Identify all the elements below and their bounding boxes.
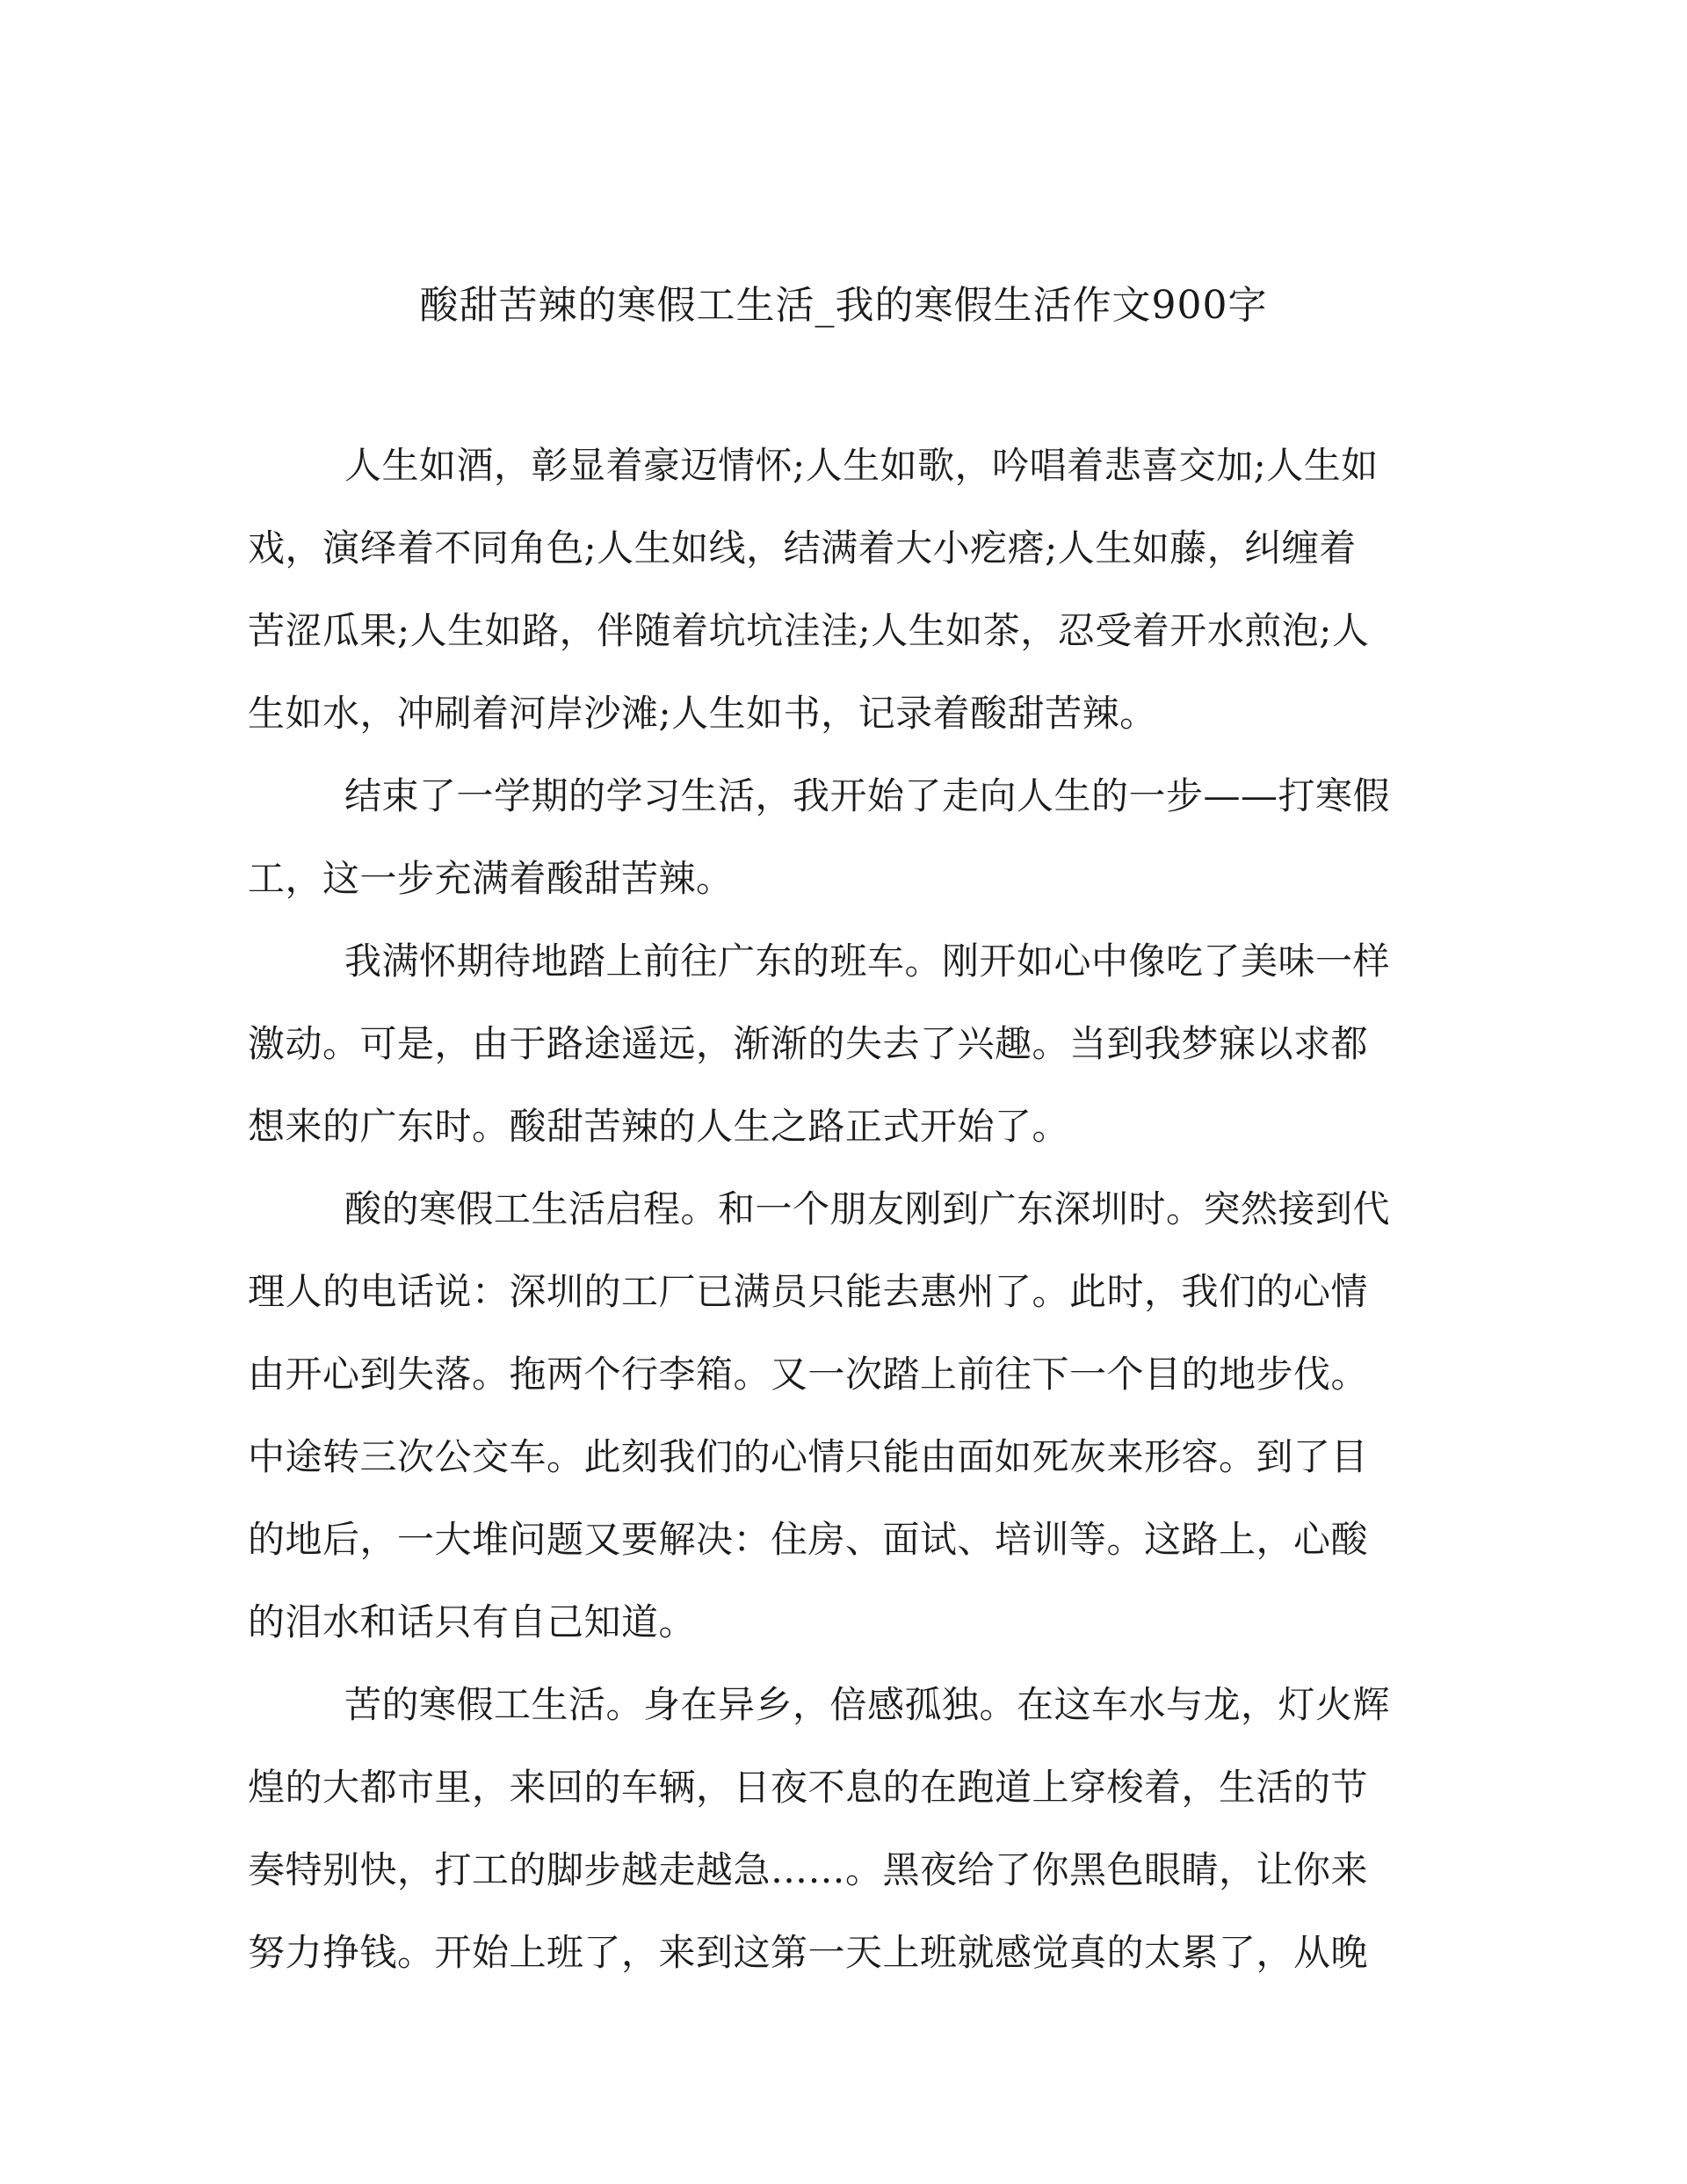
paragraph-line: 我满怀期待地踏上前往广东的班车。刚开如心中像吃了美味一样: [344, 940, 1391, 983]
paragraph-line: 想来的广东时。酸甜苦辣的人生之路正式开始了。: [248, 1105, 1070, 1148]
paragraph-line: 由开心到失落。拖两个行李箱。又一次踏上前往下一个目的地步伐。: [248, 1353, 1369, 1396]
document-title: 酸甜苦辣的寒假工生活_我的寒假生活作文900字: [419, 283, 1268, 328]
paragraph-line: 生如水，冲刷着河岸沙滩;人生如书，记录着酸甜苦辣。: [248, 692, 1157, 735]
paragraph-line: 结束了一学期的学习生活，我开始了走向人生的一步——打寒假: [344, 774, 1391, 817]
paragraph-line: 激动。可是，由于路途遥远，渐渐的失去了兴趣。当到我梦寐以求都: [248, 1022, 1369, 1065]
paragraph-line: 人生如酒，彰显着豪迈情怀;人生如歌，吟唱着悲喜交加;人生如: [344, 444, 1379, 487]
paragraph-line: 煌的大都市里，来回的车辆，日夜不息的在跑道上穿梭着，生活的节: [248, 1766, 1369, 1809]
paragraph-line: 奏特别快，打工的脚步越走越急……。黑夜给了你黑色眼睛，让你来: [248, 1848, 1369, 1891]
paragraph-line: 苦的寒假工生活。身在异乡，倍感孤独。在这车水与龙，灯火辉: [344, 1683, 1391, 1726]
paragraph-line: 戏，演绎着不同角色;人生如线，结满着大小疙瘩;人生如藤，纠缠着: [248, 526, 1357, 570]
paragraph-line: 中途转三次公交车。此刻我们的心情只能由面如死灰来形容。到了目: [248, 1435, 1369, 1478]
paragraph-line: 的泪水和话只有自己知道。: [248, 1600, 697, 1643]
paragraph-line: 的地后，一大堆问题又要解决：住房、面试、培训等。这路上，心酸: [248, 1518, 1369, 1561]
paragraph-line: 苦涩瓜果;人生如路，伴随着坑坑洼洼;人生如茶，忍受着开水煎泡;人: [248, 609, 1370, 652]
paragraph-line: 努力挣钱。开始上班了，来到这第一天上班就感觉真的太累了，从晚: [248, 1931, 1369, 1974]
paragraph-line: 酸的寒假工生活启程。和一个朋友刚到广东深圳时。突然接到代: [344, 1187, 1391, 1230]
paragraph-line: 工，这一步充满着酸甜苦辣。: [248, 857, 734, 900]
paragraph-line: 理人的电话说：深圳的工厂已满员只能去惠州了。此时，我们的心情: [248, 1270, 1369, 1313]
